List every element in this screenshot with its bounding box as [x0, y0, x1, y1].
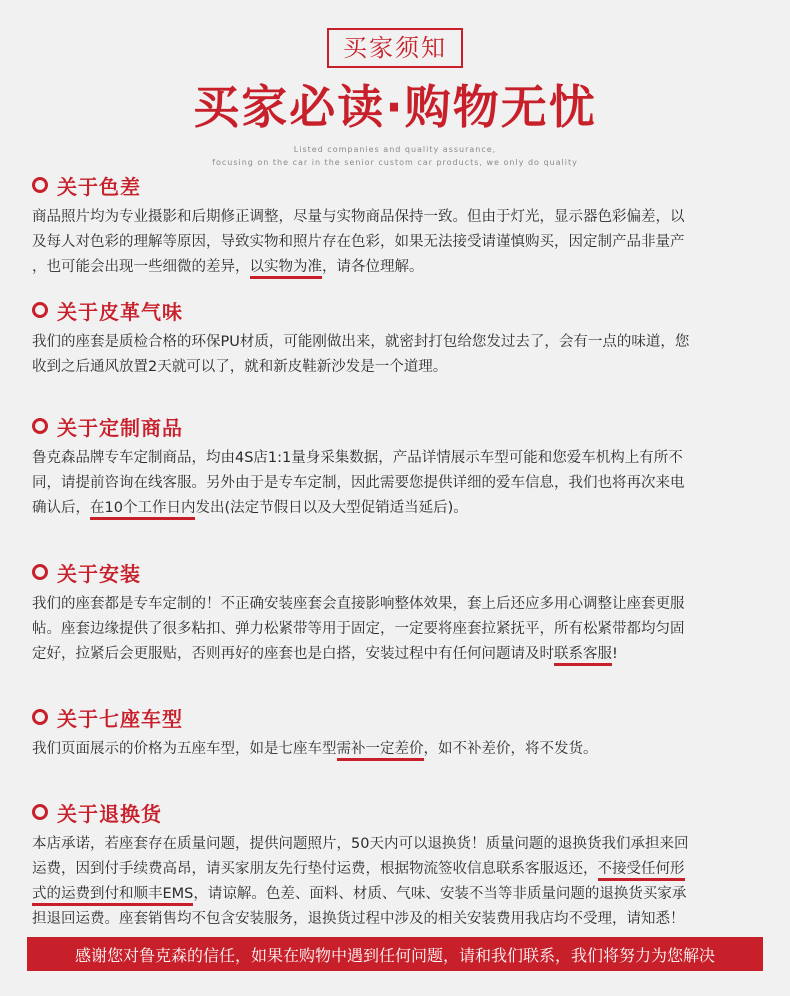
text-segment: ! — [612, 646, 618, 662]
section-title: 关于皮革气味 — [57, 299, 183, 324]
ring-icon — [32, 709, 48, 725]
body-line — [32, 496, 760, 521]
text-segment: ，请各位理解。 — [322, 259, 424, 275]
section-header — [32, 798, 760, 826]
ring-icon — [32, 564, 48, 580]
thank-you-banner: 感谢您对鲁克森的信任，如果在购物中遇到任何问题，请和我们联系，我们将努力为您解决 — [27, 937, 763, 971]
text-segment: 确认后， — [32, 500, 90, 516]
section-title: 关于安装 — [57, 561, 141, 586]
underlined-highlight: 需补一定差价 — [337, 741, 424, 761]
section-installation — [32, 558, 760, 667]
underlined-highlight: 不接受任何形 — [598, 861, 685, 881]
ring-icon — [32, 418, 48, 434]
section-header — [32, 412, 760, 440]
text-segment: 担退回运费。座套销售均不包含安装服务，退换货过程中涉及的相关安装费用我店均不受理，请知悉！ — [32, 911, 685, 927]
text-segment: 定好，拉紧后会更服贴，否则再好的座套也是白搭，安装过程中有任何问题请及时 — [32, 646, 554, 662]
section-header — [32, 703, 760, 731]
body-line — [32, 230, 760, 255]
section-title: 关于七座车型 — [57, 706, 183, 731]
page-title: 买家必读·购物无忧 — [193, 80, 597, 134]
ring-icon — [32, 302, 48, 318]
tagline-2: focusing on the car in the senior custom car products, we only do quality — [212, 158, 578, 167]
badge-wrap — [0, 28, 790, 68]
section-body — [32, 330, 760, 380]
text-segment: 及每人对色彩的理解等原因，导致实物和照片存在色彩，如果无法接受请谨慎购买，因定制产品非量产 — [32, 234, 685, 250]
section-body — [32, 832, 760, 932]
section-title: 关于定制商品 — [57, 415, 183, 440]
body-line — [32, 737, 760, 762]
body-line — [32, 255, 760, 280]
body-line — [32, 642, 760, 667]
underlined-highlight: 式的运费到付和顺丰EMS — [32, 886, 193, 906]
body-line — [32, 446, 760, 471]
section-custom-products — [32, 412, 760, 521]
section-title: 关于退换货 — [57, 801, 162, 826]
ring-icon — [32, 177, 48, 193]
body-line — [32, 205, 760, 230]
text-segment: ，请谅解。色差、面料、材质、气味、安装不当等非质量问题的退换货买家承 — [193, 886, 687, 902]
text-segment: 商品照片均为专业摄影和后期修正调整，尽量与实物商品保持一致。但由于灯光，显示器色彩偏差，以 — [32, 209, 685, 225]
text-segment: 本店承诺，若座套存在质量问题，提供问题照片，50天内可以退换货！质量问题的退换货我们承担来回 — [32, 836, 689, 852]
section-body — [32, 737, 760, 762]
section-header — [32, 171, 760, 199]
underlined-highlight: 联系客服 — [554, 646, 612, 666]
text-segment: 收到之后通风放置2天就可以了，就和新皮鞋新沙发是一个道理。 — [32, 359, 448, 375]
section-title: 关于色差 — [57, 174, 141, 199]
section-header — [32, 296, 760, 324]
underlined-highlight: 在10个工作日内 — [90, 500, 195, 520]
section-body — [32, 446, 760, 521]
body-line — [32, 882, 760, 907]
text-segment: 运费，因到付手续费高昂，请买家朋友先行垫付运费，根据物流签收信息联系客服返还， — [32, 861, 598, 877]
section-returns — [32, 798, 760, 932]
body-line — [32, 355, 760, 380]
tagline-1: Listed companies and quality assurance, — [293, 145, 497, 154]
body-line — [32, 330, 760, 355]
section-body — [32, 205, 760, 280]
section-header — [32, 558, 760, 586]
ring-icon — [32, 804, 48, 820]
body-line — [32, 617, 760, 642]
text-segment: 帖。座套边缘提供了很多粘扣、弹力松紧带等用于固定，一定要将座套拉紧抚平，所有松紧带都均匀固 — [32, 621, 685, 637]
body-line — [32, 857, 760, 882]
text-segment: 鲁克森品牌专车定制商品，均由4S店1:1量身采集数据，产品详情展示车型可能和您爱车机构上有所不 — [32, 450, 683, 466]
text-segment: 我们页面展示的价格为五座车型，如是七座车型 — [32, 741, 337, 757]
body-line — [32, 471, 760, 496]
body-line — [32, 832, 760, 857]
text-segment: 我们的座套是质检合格的环保PU材质，可能刚做出来，就密封打包给您发过去了，会有一点的味道，您 — [32, 334, 690, 350]
text-segment: ，如不补差价，将不发货。 — [423, 741, 598, 757]
text-segment: 我们的座套都是专车定制的！不正确安装座套会直接影响整体效果，套上后还应多用心调整让座套更服 — [32, 596, 685, 612]
section-leather-smell — [32, 296, 760, 380]
section-body — [32, 592, 760, 667]
section-seven-seat — [32, 703, 760, 762]
text-segment: ，也可能会出现一些细微的差异， — [32, 259, 250, 275]
section-color-difference — [32, 171, 760, 280]
notice-badge: 买家须知 — [327, 28, 463, 68]
body-line — [32, 592, 760, 617]
text-segment: 同，请提前咨询在线客服。另外由于是专车定制，因此需要您提供详细的爱车信息，我们也将再次来电 — [32, 475, 685, 491]
text-segment: 发出(法定节假日以及大型促销适当延后)。 — [195, 500, 468, 516]
body-line — [32, 907, 760, 932]
underlined-highlight: 以实物为准 — [250, 259, 323, 279]
